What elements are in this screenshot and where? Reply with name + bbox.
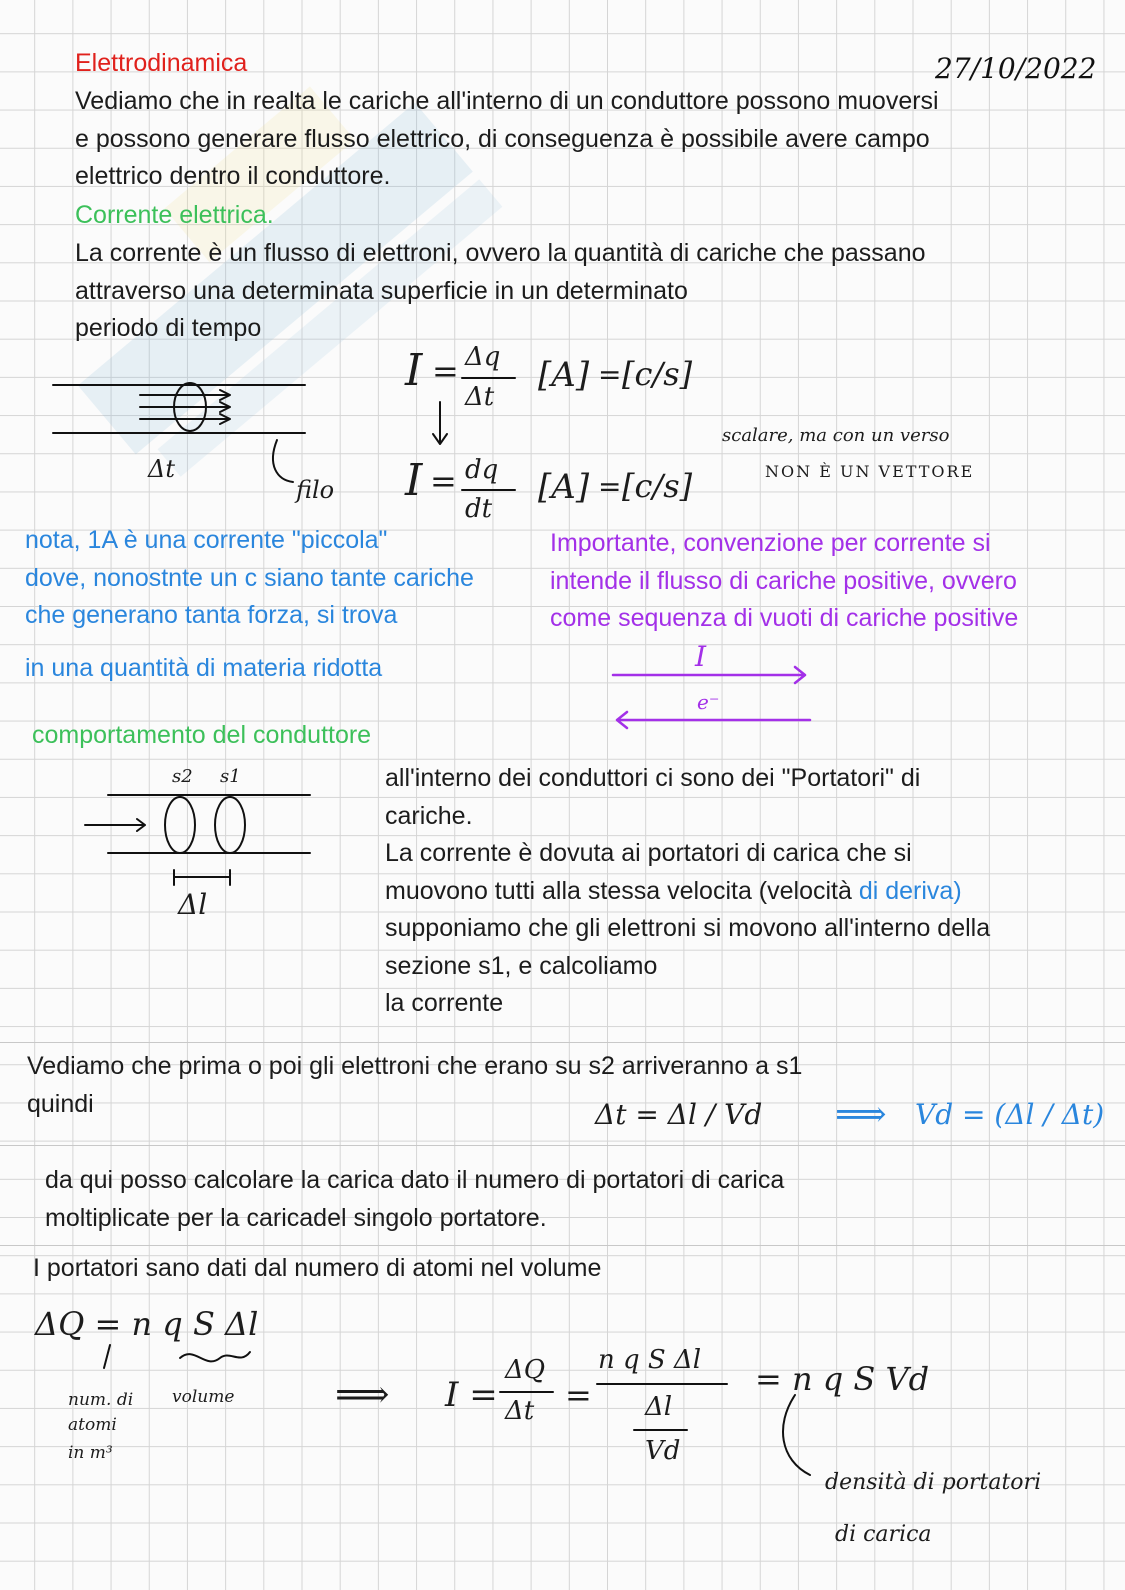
drift-line: quindi <box>27 1089 94 1118</box>
note-blue-line: dove, nonostnte un c siano tante cariche <box>25 563 474 592</box>
note-purple <box>550 525 1018 638</box>
drift-highlight: di deriva) <box>858 876 962 905</box>
charge-line: da qui posso calcolare la carica dato il numero di portatori di carica <box>45 1166 785 1194</box>
section-divider <box>0 1245 1125 1246</box>
fraction-bar <box>595 1382 735 1386</box>
drift-arrow: ⟹ <box>835 1094 887 1135</box>
carriers-line: I portatori sano dati dal numero di atomi nel volume <box>33 1254 602 1282</box>
final-result: = n q S Vd <box>755 1360 930 1398</box>
formula-den-delta-t: Δt <box>465 382 495 412</box>
formula-den-dt: dt <box>465 494 493 524</box>
conductor-line: sezione s1, e calcoliamo <box>385 951 658 980</box>
density-note-2: di carica <box>835 1522 932 1547</box>
drift-prefix: muovono tutti alla stessa velocita (velocità <box>385 876 859 905</box>
formula-eq-diff: = <box>430 462 457 500</box>
arrow-electron-label: e⁻ <box>697 690 720 714</box>
wire-filo-label: filo <box>296 476 335 504</box>
intro-line: Vediamo che in realta le cariche all'interno di un conduttore possono muoversi <box>75 87 939 115</box>
formula-I: I <box>405 345 423 396</box>
final-num1: ΔQ <box>505 1355 546 1385</box>
unit-A-2: [A] <box>538 467 590 507</box>
arrow-I-label: I <box>695 640 707 673</box>
unit-cs-2: [c/s] <box>622 467 693 505</box>
conductor-paragraph <box>385 760 990 1023</box>
conductor-line: la corrente <box>385 989 504 1017</box>
drift-formula: Δt = Δl / Vd <box>595 1098 763 1131</box>
unit-cs: [c/s] <box>622 355 693 393</box>
fraction-bar <box>632 1428 692 1432</box>
current-line: periodo di tempo <box>75 314 262 342</box>
wire-sketch <box>45 370 315 500</box>
label-s2: s2 <box>172 766 193 787</box>
final-den1: Δt <box>505 1396 535 1426</box>
scalar-note: scalare, ma con un verso <box>722 425 950 446</box>
final-den2-num: Δl <box>645 1392 673 1422</box>
unit-eq-2: = <box>598 470 622 503</box>
note-blue-line: nota, 1A è una corrente "piccola" <box>25 526 388 554</box>
final-eq: = <box>565 1376 592 1414</box>
conductor-line: supponiamo che gli elettroni si movono all'interno della <box>385 914 991 942</box>
current-line: attraverso una determinata superficie in un determinato <box>75 276 688 305</box>
handwritten-date: 27/10/2022 <box>935 52 1097 85</box>
conductor-line-drift <box>385 873 990 911</box>
section-heading-current: Corrente elettrica. <box>75 201 274 229</box>
note-blue-line: che generano tanta forza, si trova <box>25 601 398 629</box>
note-purple-line: intende il flusso di cariche positive, ovvero <box>550 566 1017 595</box>
conductor-sketch <box>80 785 320 905</box>
dQ-formula: ΔQ = n q S Δl <box>35 1305 259 1343</box>
current-paragraph <box>75 235 926 348</box>
formula-num-dq: dq <box>465 455 499 485</box>
note-atoms: atomi <box>68 1415 117 1435</box>
final-arrow: ⟹ <box>335 1372 390 1416</box>
intro-paragraph <box>75 83 939 196</box>
label-delta-l: Δl <box>178 888 208 921</box>
unit-eq: = <box>598 358 622 391</box>
conductor-line: all'interno dei conduttori ci sono dei "Portatori" di <box>385 764 921 792</box>
final-I: I = <box>445 1375 498 1415</box>
drift-result: Vd = (Δl / Δt) <box>915 1098 1105 1131</box>
page-title: Elettrodinamica <box>75 49 248 77</box>
section-heading-conductor: comportamento del conduttore <box>32 721 372 749</box>
not-vector-note: NON È UN VETTORE <box>765 462 975 481</box>
label-s1: s1 <box>220 766 241 787</box>
final-den2-den: Vd <box>645 1436 681 1466</box>
final-num2: n q S Δl <box>598 1345 702 1375</box>
formula-I-diff: I <box>405 455 423 506</box>
formula-eq: = <box>432 352 459 390</box>
conductor-line: La corrente è dovuta ai portatori di carica che si <box>385 839 912 867</box>
charge-line: moltiplicate per la caricadel singolo portatore. <box>45 1203 547 1232</box>
current-line: La corrente è un flusso di elettroni, ovvero la quantità di cariche che passano <box>75 239 926 267</box>
density-note: densità di portatori <box>825 1470 1042 1495</box>
down-arrow <box>428 400 452 450</box>
fraction-bar <box>498 1390 558 1394</box>
fraction-bar <box>460 488 520 492</box>
note-num-atoms: num. di <box>68 1390 134 1410</box>
unit-A: [A] <box>538 355 590 395</box>
note-blue <box>25 522 474 635</box>
note-blue-extra: in una quantità di materia ridotta <box>25 654 383 682</box>
fraction-bar <box>460 376 520 380</box>
note-purple-line: Importante, convenzione per corrente si <box>550 529 991 557</box>
conductor-line: cariche. <box>385 801 473 830</box>
note-purple-line: come sequenza di vuoti di cariche positive <box>550 604 1019 632</box>
intro-line: e possono generare flusso elettrico, di conseguenza è possibile avere campo <box>75 124 930 153</box>
note-volume: volume <box>172 1387 235 1407</box>
wire-delta-label: Δt <box>148 455 175 483</box>
intro-line: elettrico dentro il conduttore. <box>75 162 391 190</box>
section-divider <box>0 1042 1125 1043</box>
drift-line: Vediamo che prima o poi gli elettroni che erano su s2 arriveranno a s1 <box>27 1052 803 1080</box>
section-divider <box>0 1145 1125 1146</box>
note-in-m3: in m³ <box>68 1443 113 1463</box>
formula-num-delta-q: Δq <box>465 342 501 372</box>
charge-paragraph <box>45 1162 784 1237</box>
dQ-annotation-arrows <box>80 1340 260 1390</box>
